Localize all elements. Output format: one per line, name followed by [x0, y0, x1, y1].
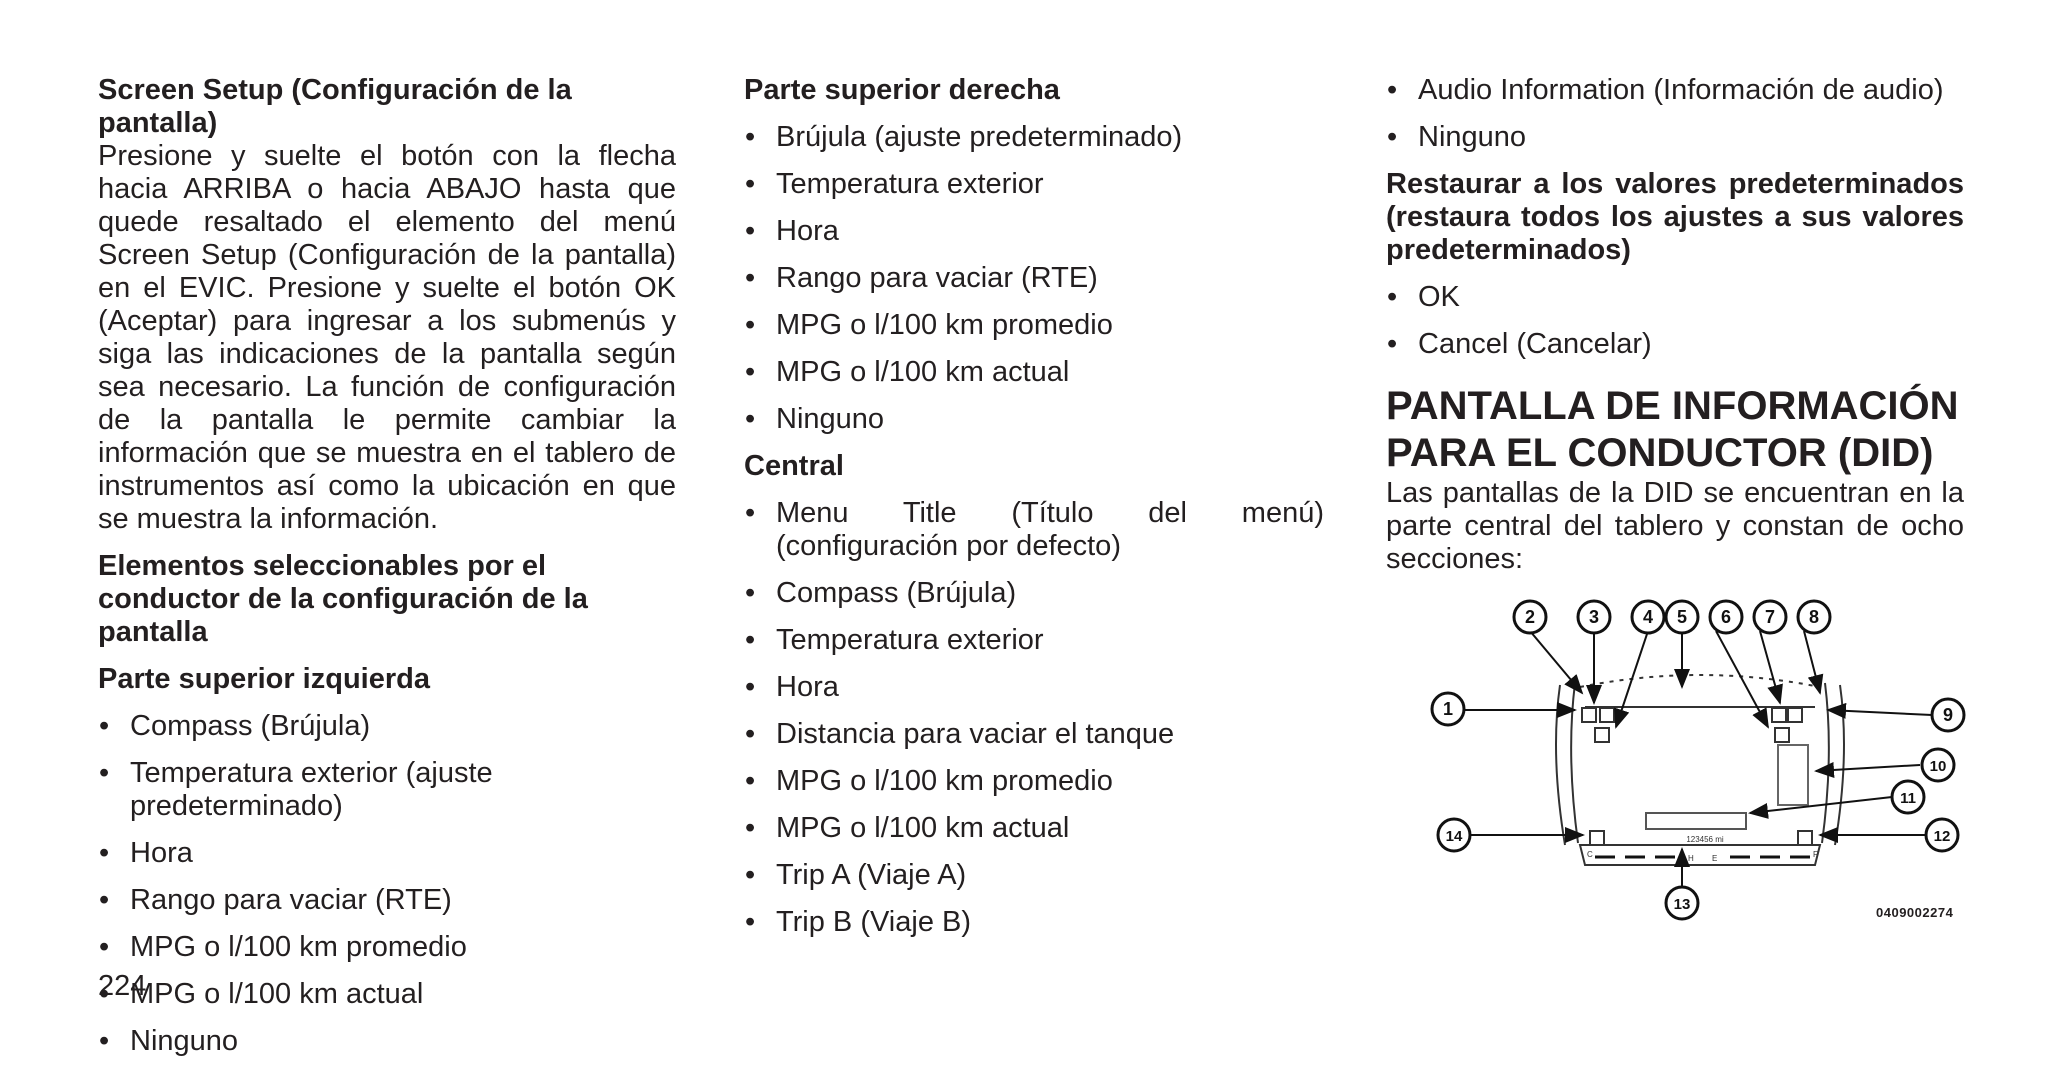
callout-numbers: [1443, 607, 1953, 913]
callout-7: 7: [1764, 607, 1776, 627]
gauge-h-label: H: [1688, 854, 1694, 863]
did-paragraph: Las pantallas de la DID se encuentran en la parte central del tablero y constan de ocho secciones:: [1386, 477, 1964, 575]
list-item: • Ninguno: [98, 1025, 676, 1058]
heading-screen-setup: [98, 74, 676, 140]
upper-right-title: Parte superior derecha: [744, 74, 1060, 106]
list-item: • Distancia para vaciar el tanque: [744, 718, 1324, 751]
callout-1: 1: [1442, 699, 1454, 719]
callout-11: 11: [1900, 790, 1916, 807]
list-item: • Temperatura exterior: [744, 624, 1324, 657]
callout-3: 3: [1588, 607, 1600, 627]
callout-9: 9: [1942, 705, 1954, 725]
central-title: Central: [744, 450, 844, 482]
list-item: • Rango para vaciar (RTE): [744, 262, 1324, 295]
restore-list: [1386, 281, 1964, 361]
heading-line-1: Screen Setup (Configuración de la: [98, 74, 572, 106]
list-item: • MPG o l/100 km promedio: [98, 931, 676, 964]
callout-2: 2: [1524, 607, 1536, 627]
list-item: • Trip A (Viaje A): [744, 859, 1324, 892]
screen-setup-paragraph: Presione y suelte el botón con la flecha hacia ARRIBA o hacia ABAJO hasta que quede resaltado el elemento del menú Screen Setup (Configuración de la pantalla) en el EVIC. Presione y suelte el botón OK (Aceptar) para ingresar a los submenús y siga las indicaciones de la pantalla según sea necesario. La función de configuración de la pantalla le permite cambiar la información que se muestra en el tablero de instrumentos así como la ubicación en que se muestra la información.: [98, 140, 676, 535]
did-heading-line-1: PANTALLA DE INFORMACIÓN: [1386, 384, 1959, 428]
list-item: • Audio Information (Información de audio): [1386, 74, 1964, 107]
gauge-e-label: E: [1712, 854, 1718, 863]
did-heading: [1386, 383, 1964, 477]
list-item: • Hora: [98, 837, 676, 870]
selectable-items-heading: Elementos seleccionables por el conductor de la configuración de la pantalla: [98, 550, 588, 648]
upper-left-title: Parte superior izquierda: [98, 663, 430, 695]
gauge-c-label: C: [1587, 850, 1593, 859]
upper-right-list: [744, 121, 1324, 436]
list-item: • Ninguno: [1386, 121, 1964, 154]
list-item: • MPG o l/100 km promedio: [744, 309, 1324, 342]
odometer-text: 123456 mi: [1686, 835, 1724, 844]
list-item: • MPG o l/100 km actual: [98, 978, 676, 1011]
list-item: • Cancel (Cancelar): [1386, 328, 1964, 361]
column-left: [98, 74, 676, 1058]
list-item: • MPG o l/100 km actual: [744, 812, 1324, 845]
list-item: • Compass (Brújula): [744, 577, 1324, 610]
page-number: 224: [98, 970, 147, 1002]
callout-14: 14: [1445, 828, 1463, 845]
list-item: • Brújula (ajuste predeterminado): [744, 121, 1324, 154]
restore-defaults-heading: Restaurar a los valores predeterminados (restaura todos los ajustes a sus valores predeterminados): [1386, 168, 1964, 266]
column-middle: [744, 74, 1324, 939]
upper-left-list: [98, 710, 676, 1058]
heading-line-2: pantalla): [98, 107, 218, 139]
callout-6: 6: [1720, 607, 1732, 627]
list-item: • Compass (Brújula): [98, 710, 676, 743]
callout-arrows: [1464, 631, 1932, 887]
callout-circles: [1432, 601, 1964, 919]
continued-list: [1386, 74, 1964, 154]
list-item: • Rango para vaciar (RTE): [98, 884, 676, 917]
figure-code: 0409002274: [1876, 905, 1954, 920]
callout-13: 13: [1673, 896, 1691, 913]
did-heading-line-2: PARA EL CONDUCTOR (DID): [1386, 431, 1934, 475]
list-item: • MPG o l/100 km actual: [744, 356, 1324, 389]
gauge-f-label: F: [1813, 850, 1818, 859]
list-item: • Hora: [744, 215, 1324, 248]
list-item: • Menu Title (Título del menú) (configuración por defecto): [744, 497, 1324, 563]
list-item: • Ninguno: [744, 403, 1324, 436]
central-list: [744, 497, 1324, 939]
callout-4: 4: [1642, 607, 1654, 627]
callout-8: 8: [1808, 607, 1820, 627]
list-item: • OK: [1386, 281, 1964, 314]
callout-10: 10: [1929, 758, 1947, 775]
callout-12: 12: [1933, 828, 1951, 845]
did-cluster-diagram: [1420, 595, 1968, 935]
callout-5: 5: [1676, 607, 1688, 627]
list-item: • MPG o l/100 km promedio: [744, 765, 1324, 798]
list-item: • Hora: [744, 671, 1324, 704]
list-item: • Temperatura exterior: [744, 168, 1324, 201]
column-right: [1386, 74, 1964, 576]
list-item: • Trip B (Viaje B): [744, 906, 1324, 939]
list-item: • Temperatura exterior (ajuste predeterminado): [98, 757, 676, 823]
